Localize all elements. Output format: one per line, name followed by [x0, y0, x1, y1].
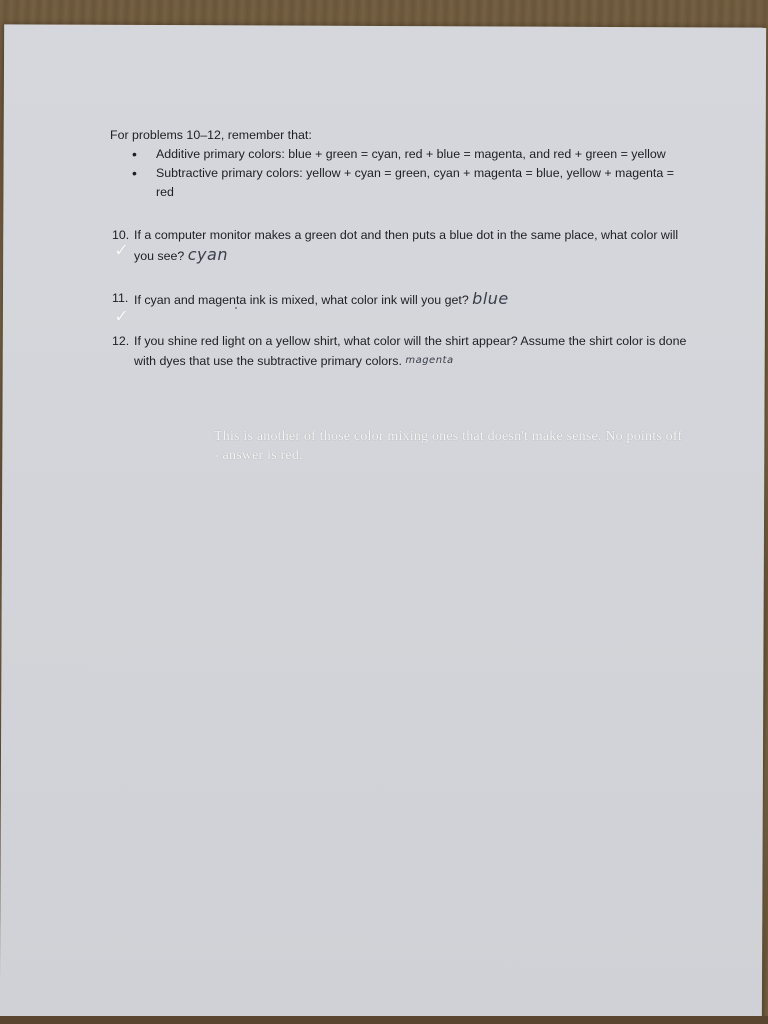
teacher-feedback: This is another of those color mixing ones that doesn't make sense. No points off - answer is red. — [214, 429, 683, 463]
handwritten-answer: cyan — [187, 245, 228, 264]
problem-11 — [110, 289, 690, 310]
pencil-dot — [235, 307, 237, 309]
handwritten-answer: blue — [472, 289, 509, 308]
problem-number: 12. — [112, 334, 130, 348]
problem-number: 10. — [112, 228, 130, 242]
problem-question: If a computer monitor makes a green dot and then puts a blue dot in the same place, what color will you see? — [134, 228, 679, 263]
subtractive-colors-rule: • Subtractive primary colors: yellow + cyan = green, cyan + magenta = blue, yellow + magenta = red — [110, 164, 690, 202]
table-edge — [0, 1016, 768, 1024]
additive-colors-rule: • Additive primary colors: blue + green = cyan, red + blue = magenta, and red + green = yellow — [110, 145, 690, 164]
checkmark-icon: ✓ — [114, 306, 130, 327]
problem-10 — [110, 226, 690, 266]
instructions-intro: For problems 10–12, remember that: — [110, 128, 312, 142]
problem-question: If you shine red light on a yellow shirt, what color will the shirt appear? Assume the shirt color is done with dyes that use the subtractive primary colors. — [134, 334, 687, 368]
checkmark-icon: ✓ — [114, 240, 130, 261]
instructions-list — [110, 145, 690, 202]
worksheet-content — [110, 126, 690, 371]
problem-12 — [110, 332, 690, 371]
problem-number: 11. — [112, 291, 129, 305]
problem-question: If cyan and magenta ink is mixed, what color ink will you get? — [134, 293, 469, 307]
handwritten-answer: magenta — [405, 355, 454, 366]
